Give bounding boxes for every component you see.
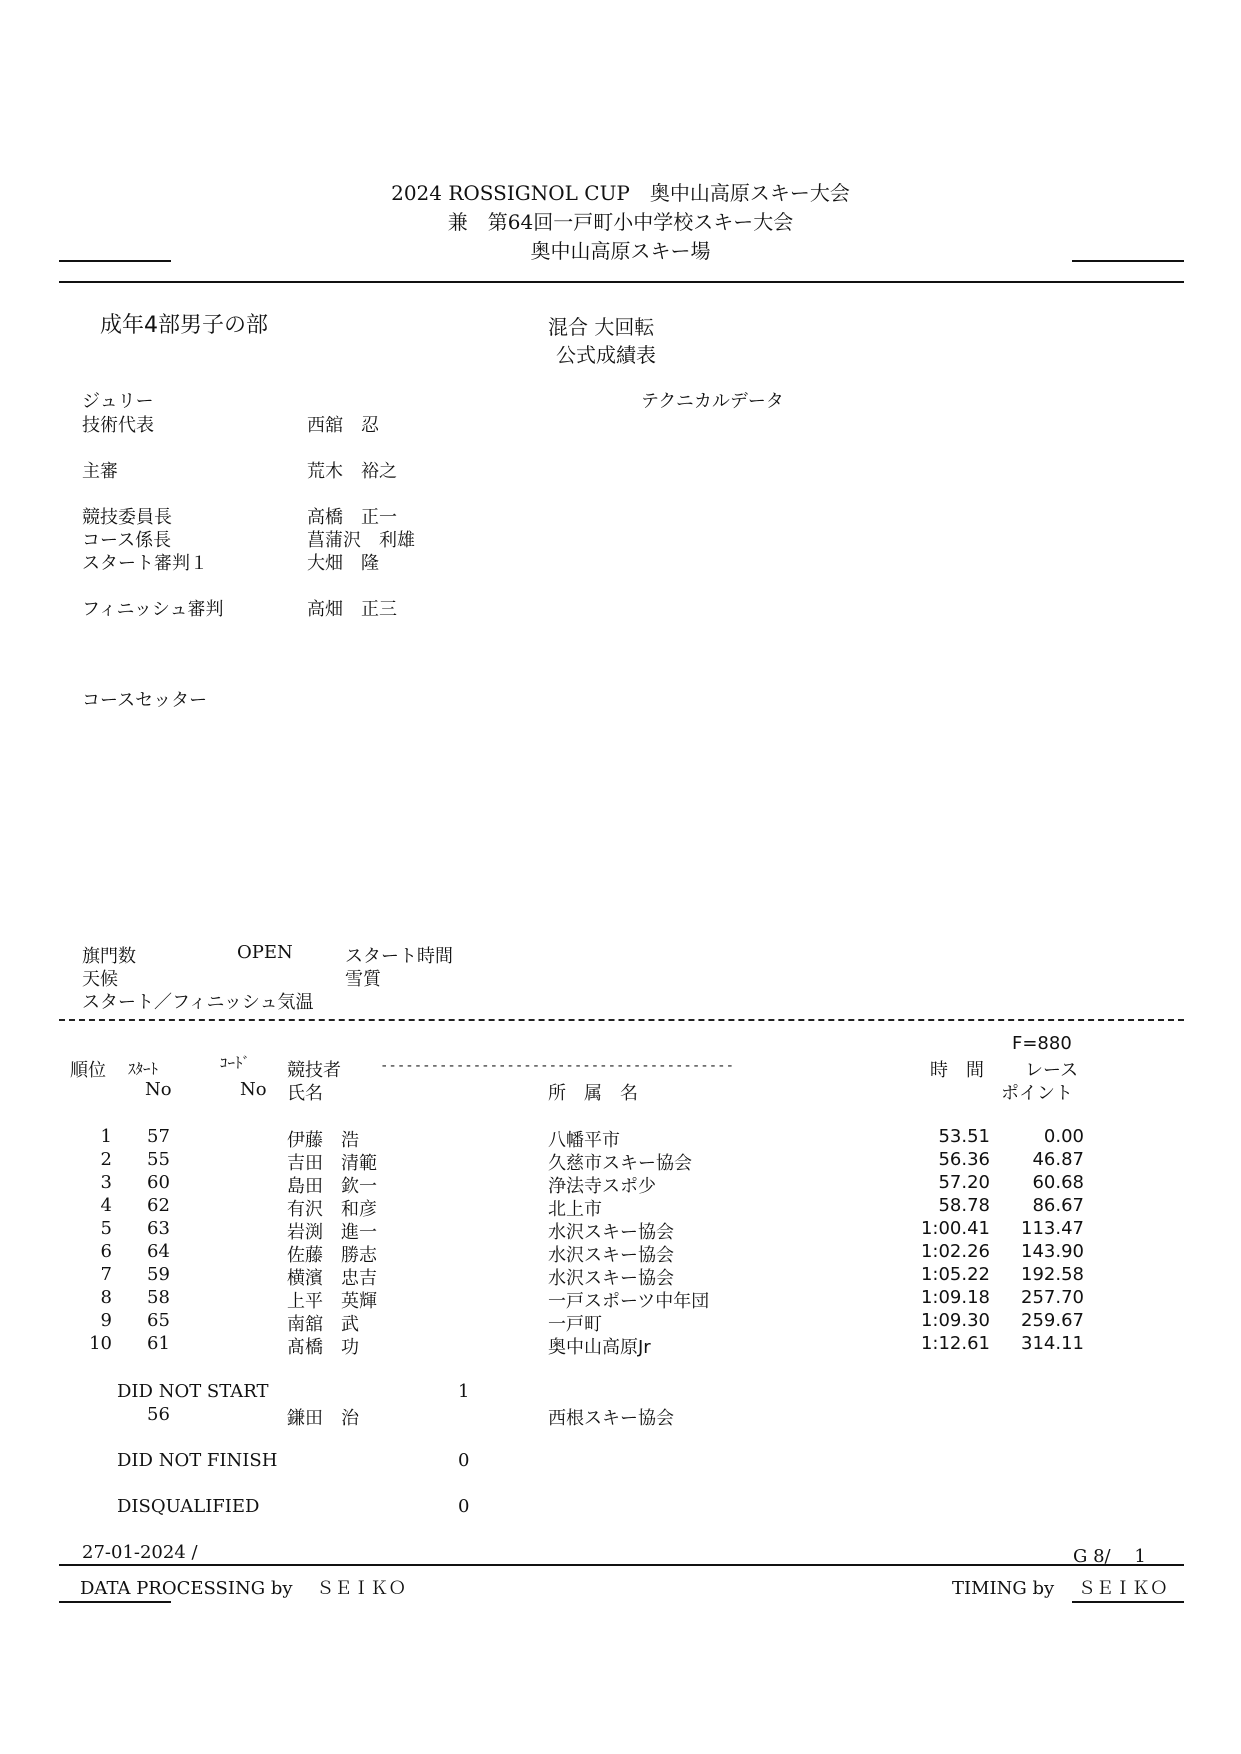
rank-cell: 7	[100, 1264, 112, 1285]
jury-name: 高橋 正一	[307, 507, 397, 528]
points-cell: 46.87	[1032, 1149, 1084, 1170]
rank-cell: 4	[100, 1195, 112, 1216]
bib-cell: 60	[147, 1172, 170, 1193]
jury-role: コース係長	[82, 530, 172, 551]
points-cell: 113.47	[1021, 1218, 1084, 1239]
rank-cell: 5	[100, 1218, 112, 1239]
data-processing-credit: DATA PROCESSING by ＳＥＩＫＯ	[80, 1578, 407, 1599]
dnf-count: 0	[458, 1450, 470, 1471]
gates-value: OPEN	[237, 942, 293, 963]
dns-count: 1	[458, 1381, 470, 1402]
col-race-header: レース	[1025, 1060, 1079, 1081]
time-cell: 58.78	[938, 1195, 990, 1216]
club-cell: 水沢スキー協会	[548, 1268, 674, 1289]
time-cell: 56.36	[938, 1149, 990, 1170]
bib-cell: 57	[147, 1126, 170, 1147]
dnf-label: DID NOT FINISH	[117, 1450, 278, 1471]
club-cell: 一戸町	[548, 1314, 602, 1335]
course-setter-label: コースセッター	[82, 690, 208, 711]
category-title: 成年4部男子の部	[100, 313, 268, 338]
bib-cell: 61	[147, 1333, 170, 1354]
dsq-count: 0	[458, 1496, 470, 1517]
points-cell: 259.67	[1021, 1310, 1084, 1331]
technical-data-heading: テクニカルデータ	[641, 391, 784, 412]
col-time-header: 時 間	[930, 1060, 984, 1081]
club-cell: 水沢スキー協会	[548, 1245, 674, 1266]
col-competitor-header: 競技者	[287, 1060, 341, 1081]
rank-cell: 3	[100, 1172, 112, 1193]
time-cell: 1:09.18	[920, 1287, 990, 1308]
rank-cell: 1	[100, 1126, 112, 1147]
club-cell: 久慈市スキー協会	[548, 1153, 692, 1174]
dsq-label: DISQUALIFIED	[117, 1496, 260, 1517]
name-cell: 南舘 武	[287, 1314, 359, 1335]
jury-name: 西舘 忍	[307, 415, 379, 436]
header-short-rule-right	[1072, 260, 1184, 262]
time-cell: 1:00.41	[920, 1218, 990, 1239]
club-cell: 水沢スキー協会	[548, 1222, 674, 1243]
footer-page: G 8/ 1	[1073, 1546, 1146, 1567]
bib-cell: 65	[147, 1310, 170, 1331]
venue: 奥中山高原スキー場	[530, 239, 711, 263]
name-cell: 髙橋 功	[287, 1337, 359, 1358]
points-cell: 60.68	[1032, 1172, 1084, 1193]
snow-label: 雪質	[345, 969, 381, 990]
footer-short-rule-right	[1072, 1601, 1184, 1603]
col-rank-header: 順位	[70, 1060, 106, 1081]
name-cell: 吉田 清範	[287, 1153, 377, 1174]
rank-cell: 8	[100, 1287, 112, 1308]
time-cell: 57.20	[938, 1172, 990, 1193]
rank-cell: 10	[89, 1333, 112, 1354]
name-cell: 岩渕 進一	[287, 1222, 377, 1243]
club-cell: 一戸スポーツ中年団	[548, 1291, 710, 1312]
jury-role: フィニッシュ審判	[82, 599, 224, 620]
name-cell: 佐藤 勝志	[287, 1245, 377, 1266]
footer-date: 27-01-2024 /	[82, 1542, 198, 1563]
name-cell: 有沢 和彦	[287, 1199, 377, 1220]
jury-role: 技術代表	[82, 415, 154, 436]
col-code-no: No	[240, 1079, 267, 1100]
col-code-header: ｺｰﾄﾞ	[220, 1054, 251, 1072]
name-cell: 上平 英輝	[287, 1291, 377, 1312]
jury-role: 主審	[82, 461, 118, 482]
col-bib-no: No	[145, 1079, 172, 1100]
time-cell: 1:02.26	[920, 1241, 990, 1262]
header-dashes: ------------------------------------------	[380, 1058, 735, 1074]
rank-cell: 9	[100, 1310, 112, 1331]
name-cell: 横濱 忠吉	[287, 1268, 377, 1289]
dns-club: 西根スキー協会	[548, 1408, 674, 1429]
header-short-rule-left	[59, 260, 171, 262]
timing-credit: TIMING by ＳＥＩＫＯ	[952, 1578, 1168, 1599]
points-cell: 143.90	[1021, 1241, 1084, 1262]
weather-label: 天候	[82, 969, 118, 990]
col-points-header: ポイント	[1001, 1083, 1073, 1104]
col-start-header: ｽﾀｰﾄ	[128, 1060, 159, 1078]
bib-cell: 64	[147, 1241, 170, 1262]
bib-cell: 58	[147, 1287, 170, 1308]
rank-cell: 2	[100, 1149, 112, 1170]
col-name-header: 氏名	[287, 1083, 323, 1104]
time-cell: 53.51	[938, 1126, 990, 1147]
bib-cell: 59	[147, 1264, 170, 1285]
bib-cell: 55	[147, 1149, 170, 1170]
points-cell: 314.11	[1021, 1333, 1084, 1354]
jury-role: 競技委員長	[82, 507, 172, 528]
jury-name: 大畑 隆	[307, 553, 379, 574]
f-value: F=880	[1012, 1033, 1072, 1054]
points-cell: 0.00	[1043, 1126, 1084, 1147]
time-cell: 1:05.22	[920, 1264, 990, 1285]
dns-name: 鎌田 治	[287, 1408, 359, 1429]
section-divider	[59, 1019, 1184, 1021]
club-cell: 浄法寺スポ少	[548, 1176, 656, 1197]
club-cell: 北上市	[548, 1199, 602, 1220]
points-cell: 192.58	[1021, 1264, 1084, 1285]
club-cell: 奥中山高原Jr	[548, 1337, 651, 1358]
time-cell: 1:12.61	[920, 1333, 990, 1354]
points-cell: 257.70	[1021, 1287, 1084, 1308]
name-cell: 島田 欽一	[287, 1176, 377, 1197]
dns-bib: 56	[147, 1404, 170, 1425]
footer-rule	[59, 1564, 1184, 1566]
name-cell: 伊藤 浩	[287, 1130, 359, 1151]
document-type: 公式成績表	[556, 343, 656, 367]
col-club-header: 所 属 名	[548, 1083, 638, 1104]
jury-name: 高畑 正三	[307, 599, 397, 620]
header-rule	[59, 281, 1184, 283]
event-subtitle: 兼 第64回一戸町小中学校スキー大会	[447, 210, 794, 234]
footer-short-rule-left	[59, 1601, 171, 1603]
jury-name: 菖蒲沢 利雄	[307, 530, 415, 551]
time-cell: 1:09.30	[920, 1310, 990, 1331]
bib-cell: 62	[147, 1195, 170, 1216]
temperature-label: スタート／フィニッシュ気温	[82, 992, 314, 1013]
club-cell: 八幡平市	[548, 1130, 620, 1151]
start-time-label: スタート時間	[345, 946, 453, 967]
jury-name: 荒木 裕之	[307, 461, 397, 482]
jury-role: スタート審判１	[82, 553, 208, 574]
gates-label: 旗門数	[82, 946, 136, 967]
dns-label: DID NOT START	[117, 1381, 269, 1402]
event-title: 2024 ROSSIGNOL CUP 奥中山高原スキー大会	[391, 181, 850, 205]
discipline: 混合 大回転	[548, 315, 655, 339]
rank-cell: 6	[100, 1241, 112, 1262]
jury-heading: ジュリー	[82, 391, 154, 412]
bib-cell: 63	[147, 1218, 170, 1239]
points-cell: 86.67	[1032, 1195, 1084, 1216]
